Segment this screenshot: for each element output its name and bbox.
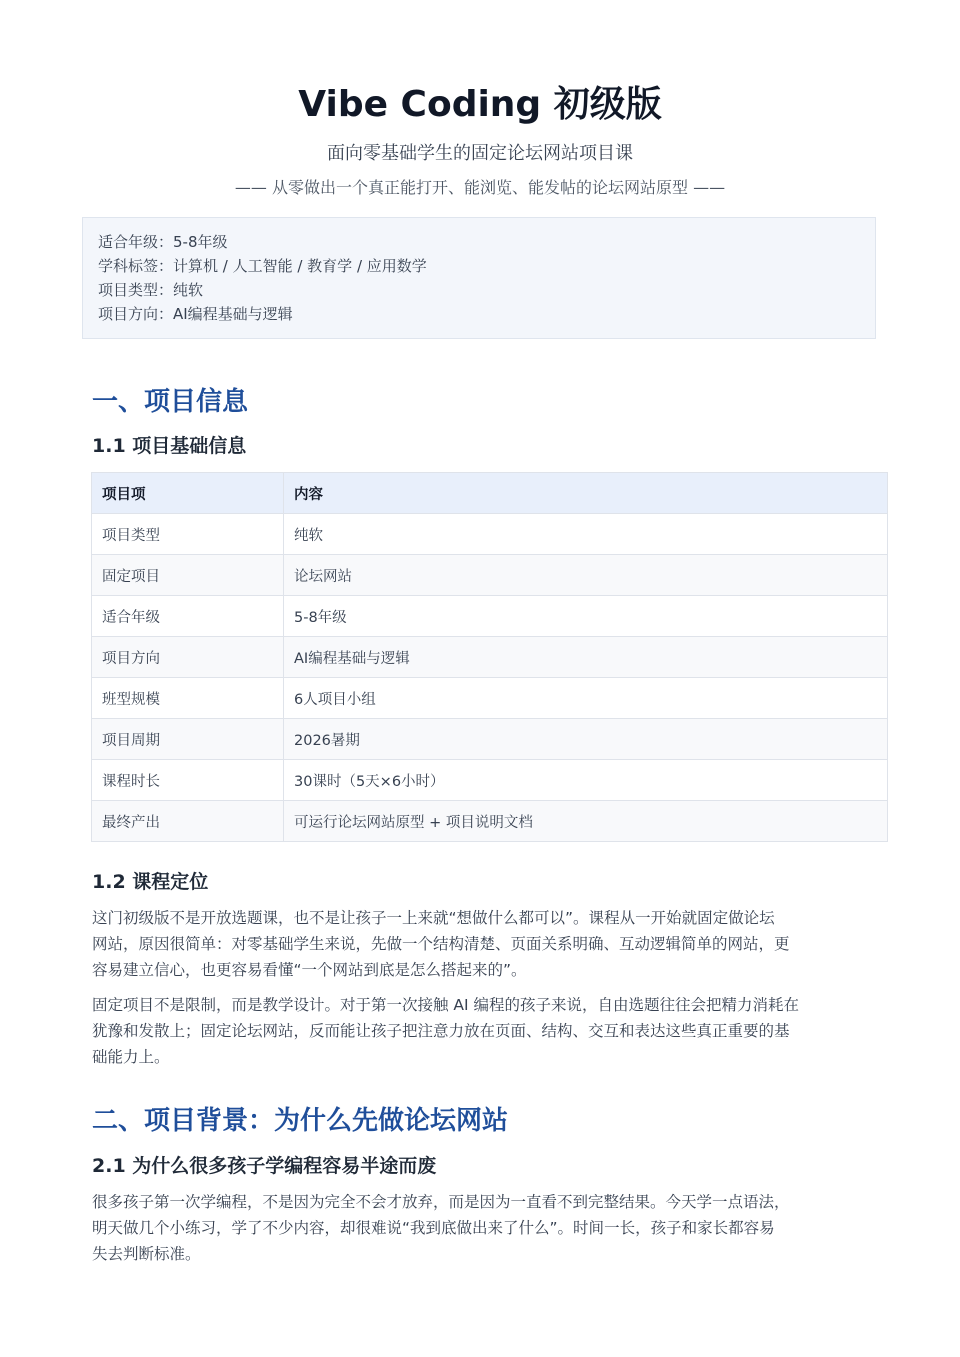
- section-1-heading: 一、项目信息: [92, 387, 249, 417]
- paragraph-line: 固定项目不是限制，而是教学设计。对于第一次接触 AI 编程的孩子来说，自由选题往往会把精力消耗在: [92, 996, 800, 1014]
- table-row: [92, 555, 888, 596]
- table-cell-value: 可运行论坛网站原型 + 项目说明文档: [284, 801, 888, 842]
- table-cell-value: 30课时（5天×6小时）: [284, 760, 888, 801]
- table-cell-key: 最终产出: [92, 801, 284, 842]
- table-cell-key: 课程时长: [92, 760, 284, 801]
- table-cell-value: 论坛网站: [284, 555, 888, 596]
- table-row: [92, 514, 888, 555]
- table-row: [92, 678, 888, 719]
- table-cell-key: 班型规模: [92, 678, 284, 719]
- table-header-item: 项目项: [92, 473, 284, 514]
- paragraph-line: 础能力上。: [92, 1048, 170, 1066]
- paragraph-line: 这门初级版不是开放选题课，也不是让孩子一上来就“想做什么都可以”。课程从一开始就固定做论坛: [92, 909, 775, 927]
- table-row: [92, 801, 888, 842]
- page-tagline: —— 从零做出一个真正能打开、能浏览、能发帖的论坛网站原型 ——: [234, 178, 726, 197]
- section-2-1-heading: 2.1 为什么很多孩子学编程容易半途而废: [92, 1155, 437, 1177]
- table-cell-key: 固定项目: [92, 555, 284, 596]
- section-1-1-heading: 1.1 项目基础信息: [92, 435, 247, 457]
- project-info-table: [91, 472, 888, 842]
- table-cell-value: 6人项目小组: [284, 678, 888, 719]
- meta-subject-tags: 学科标签：计算机 / 人工智能 / 教育学 / 应用数学: [98, 257, 427, 275]
- meta-project-direction: 项目方向：AI编程基础与逻辑: [98, 305, 293, 323]
- section-2-heading: 二、项目背景：为什么先做论坛网站: [92, 1106, 509, 1136]
- table-header-content: 内容: [284, 473, 888, 514]
- table-cell-value: 2026暑期: [284, 719, 888, 760]
- course-meta-box: [82, 217, 876, 339]
- table-row: [92, 637, 888, 678]
- paragraph-line: 失去判断标准。: [92, 1245, 201, 1263]
- page-title: Vibe Coding 初级版: [298, 84, 662, 125]
- table-cell-key: 项目类型: [92, 514, 284, 555]
- table-cell-value: AI编程基础与逻辑: [284, 637, 888, 678]
- table-cell-value: 5-8年级: [284, 596, 888, 637]
- paragraph-line: 犹豫和发散上；固定论坛网站，反而能让孩子把注意力放在页面、结构、交互和表达这些真正重要的基: [92, 1022, 790, 1040]
- section-1-2-heading: 1.2 课程定位: [92, 871, 209, 893]
- positioning-paragraph-1: [92, 905, 872, 983]
- table-row: [92, 719, 888, 760]
- positioning-paragraph-2: [92, 992, 872, 1070]
- table-row: [92, 596, 888, 637]
- table-cell-key: 适合年级: [92, 596, 284, 637]
- table-row: [92, 760, 888, 801]
- table-cell-key: 项目方向: [92, 637, 284, 678]
- page-subtitle: 面向零基础学生的固定论坛网站项目课: [327, 143, 633, 164]
- table-header-row: [92, 473, 888, 514]
- paragraph-line: 明天做几个小练习，学了不少内容，却很难说“我到底做出来了什么”。时间一长，孩子和家长都容易: [92, 1219, 775, 1237]
- paragraph-line: 网站，原因很简单：对零基础学生来说，先做一个结构清楚、页面关系明确、互动逻辑简单的网站，更: [92, 935, 790, 953]
- background-paragraph-1: [92, 1189, 872, 1267]
- paragraph-line: 容易建立信心，也更容易看懂“一个网站到底是怎么搭起来的”。: [92, 961, 527, 979]
- meta-project-type: 项目类型：纯软: [98, 281, 204, 299]
- table-cell-key: 项目周期: [92, 719, 284, 760]
- paragraph-line: 很多孩子第一次学编程，不是因为完全不会才放弃，而是因为一直看不到完整结果。今天学一点语法，: [92, 1193, 790, 1211]
- table-cell-value: 纯软: [284, 514, 888, 555]
- meta-grade: 适合年级：5-8年级: [98, 233, 228, 251]
